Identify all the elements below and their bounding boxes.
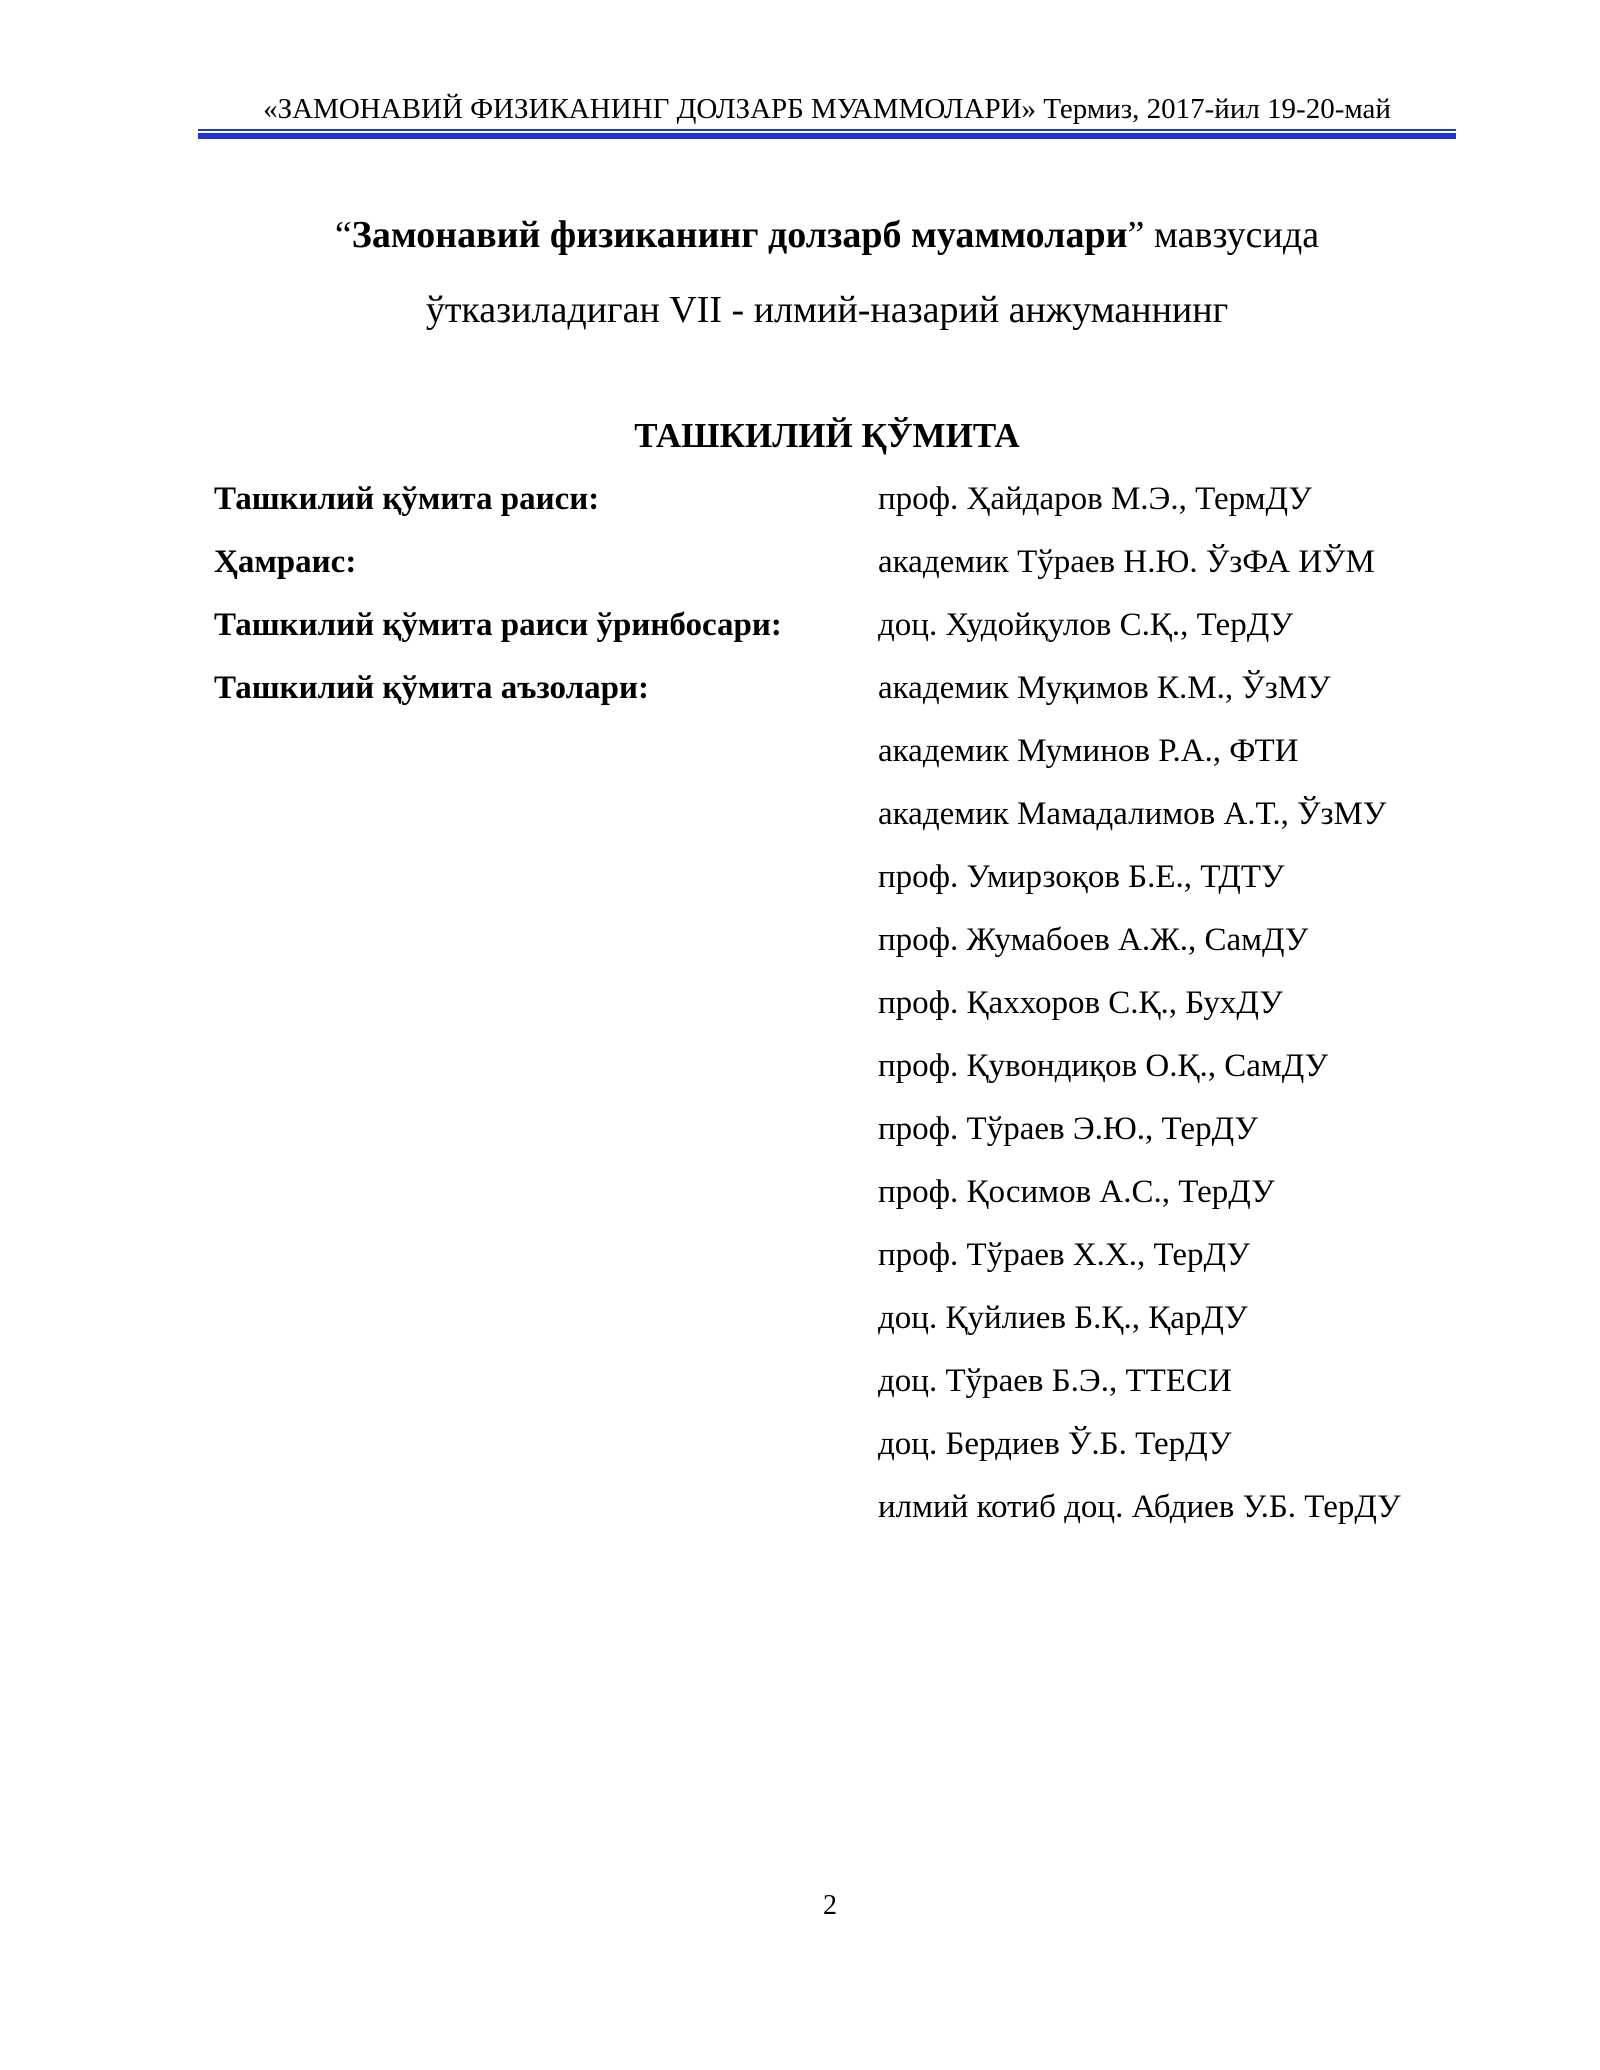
committee-row — [214, 982, 1474, 1045]
title-close-quote: ” — [1127, 214, 1145, 256]
conference-topic: Замонавий физиканинг долзарб муаммолари — [351, 214, 1128, 256]
section-heading: ТАШКИЛИЙ ҚЎМИТА — [634, 416, 1020, 455]
committee-role: Ташкилий қўмита раиси ўринбосари: — [214, 607, 782, 643]
running-header: «ЗАМОНАВИЙ ФИЗИКАНИНГ ДОЛЗАРБ МУАММОЛАРИ» Термиз, 2017-йил 19-20-май — [263, 93, 1391, 125]
committee-list — [214, 478, 1474, 1549]
page-number: 2 — [823, 1890, 837, 1921]
committee-row — [214, 856, 1474, 919]
committee-member: доц. Тўраев Б.Э., ТТЕСИ — [878, 1363, 1232, 1399]
committee-role: Ташкилий қўмита аъзолари: — [214, 670, 649, 706]
committee-member: проф. Тўраев Х.Х., ТерДУ — [878, 1237, 1250, 1273]
committee-member: проф. Қувондиқов О.Қ., СамДУ — [878, 1048, 1329, 1084]
committee-member: проф. Қосимов А.С., ТерДУ — [878, 1174, 1275, 1210]
committee-row — [214, 1423, 1474, 1486]
header-rule-thick — [198, 133, 1456, 139]
committee-row — [214, 1045, 1474, 1108]
committee-row — [214, 1360, 1474, 1423]
title-tail: мавзусида — [1144, 214, 1320, 256]
committee-row — [214, 1234, 1474, 1297]
committee-member: академик Мамадалимов А.Т., ЎзМУ — [878, 796, 1387, 832]
committee-role: Ташкилий қўмита раиси: — [214, 481, 600, 517]
committee-row — [214, 793, 1474, 856]
committee-row — [214, 1297, 1474, 1360]
committee-member: академик Тўраев Н.Ю. ЎзФА ИЎМ — [878, 544, 1375, 580]
committee-member: доц. Худойқулов С.Қ., ТерДУ — [878, 607, 1293, 643]
committee-row — [214, 604, 1474, 667]
committee-member: доц. Бердиев Ў.Б. ТерДУ — [878, 1426, 1232, 1462]
committee-member: проф. Қаххоров С.Қ., БухДУ — [878, 985, 1283, 1021]
committee-row — [214, 1108, 1474, 1171]
committee-row — [214, 730, 1474, 793]
committee-member: проф. Умирзоқов Б.Е., ТДТУ — [878, 859, 1285, 895]
committee-row — [214, 478, 1474, 541]
committee-row — [214, 1171, 1474, 1234]
committee-member: проф. Ҳайдаров М.Э., ТермДУ — [878, 481, 1312, 517]
committee-member: проф. Тўраев Э.Ю., ТерДУ — [878, 1111, 1258, 1147]
conference-title-line1 — [198, 212, 1456, 258]
committee-member: академик Муминов Р.А., ФТИ — [878, 733, 1299, 769]
committee-member: проф. Жумабоев А.Ж., СамДУ — [878, 922, 1309, 958]
committee-row — [214, 919, 1474, 982]
header-rule-thin — [198, 129, 1456, 131]
committee-member: доц. Қуйлиев Б.Қ., ҚарДУ — [878, 1300, 1248, 1336]
committee-row — [214, 1486, 1474, 1549]
committee-member: академик Муқимов К.М., ЎзМУ — [878, 670, 1331, 706]
committee-role: Ҳамраис: — [214, 544, 357, 580]
committee-member: илмий котиб доц. Абдиев У.Б. ТерДУ — [878, 1489, 1401, 1525]
committee-row — [214, 541, 1474, 604]
title-open-quote: “ — [334, 214, 352, 256]
conference-title-line2: ўтказиладиган VII - илмий-назарий анжуманнинг — [425, 289, 1229, 331]
committee-row — [214, 667, 1474, 730]
